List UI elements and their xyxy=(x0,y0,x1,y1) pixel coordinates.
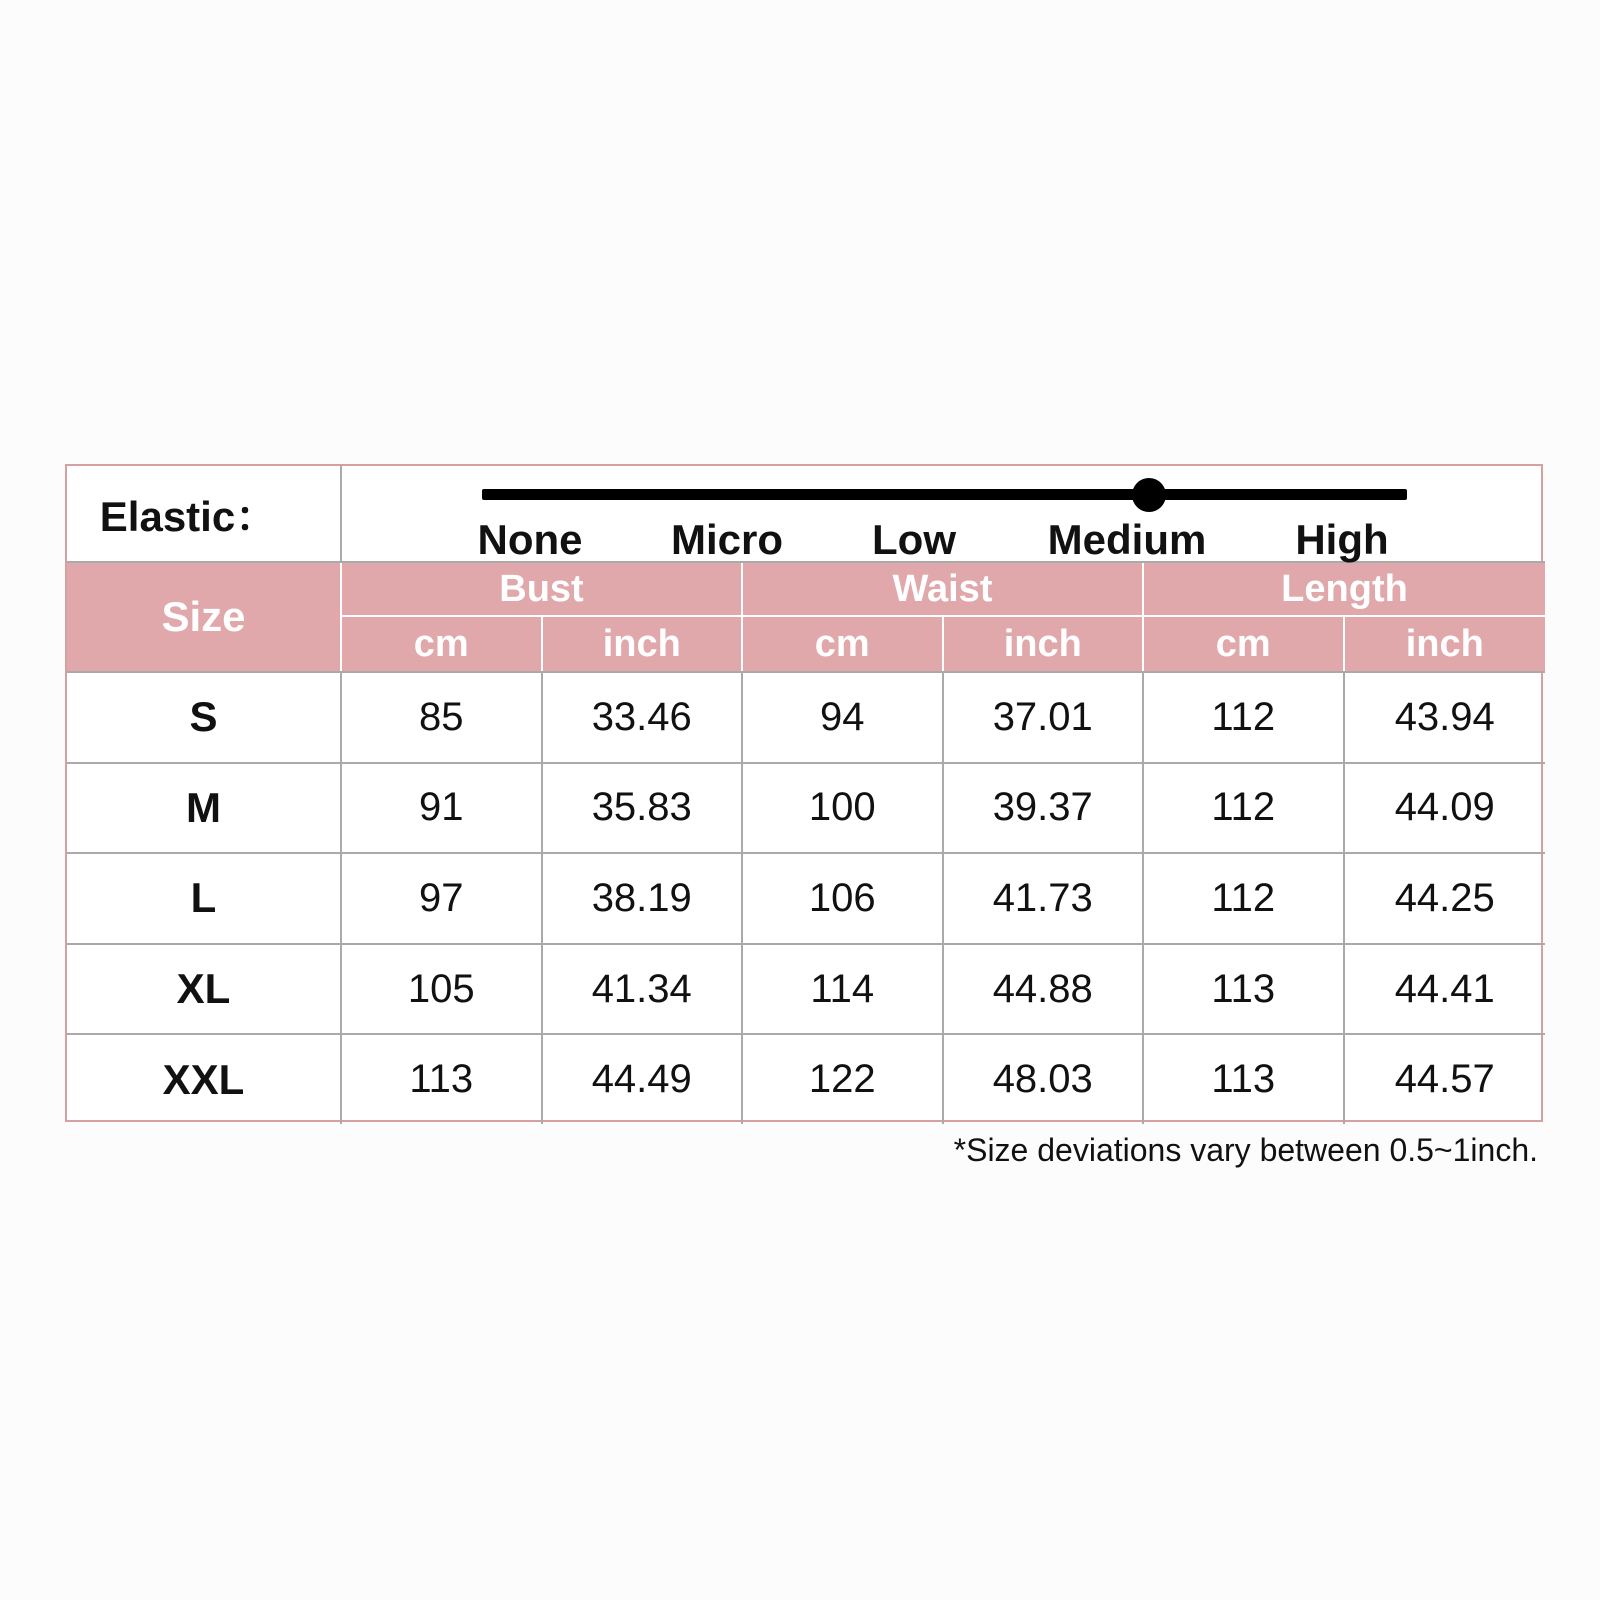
elastic-level-medium: Medium xyxy=(1047,516,1207,563)
elastic-scale-indicator xyxy=(1132,478,1166,512)
header-waist: Waist xyxy=(743,563,1144,617)
table-cell: 48.03 xyxy=(944,1033,1145,1124)
table-cell: 35.83 xyxy=(543,762,744,853)
table-cell: 44.25 xyxy=(1345,852,1546,943)
size-chart xyxy=(65,464,1543,1122)
table-cell: 44.57 xyxy=(1345,1033,1546,1124)
elastic-level-micro: Micro xyxy=(670,516,784,563)
table-cell: 113 xyxy=(1144,1033,1345,1124)
size-label: XL xyxy=(67,943,342,1034)
header-unit-inch: inch xyxy=(1345,617,1546,671)
table-cell: 39.37 xyxy=(944,762,1145,853)
elastic-level-high: High xyxy=(1295,516,1389,563)
size-label: L xyxy=(67,852,342,943)
table-cell: 44.49 xyxy=(543,1033,744,1124)
table-cell: 44.41 xyxy=(1345,943,1546,1034)
elastic-scale xyxy=(342,466,1545,563)
table-cell: 43.94 xyxy=(1345,671,1546,762)
table-cell: 105 xyxy=(342,943,543,1034)
table-cell: 100 xyxy=(743,762,944,853)
header-unit-inch: inch xyxy=(543,617,744,671)
size-label: M xyxy=(67,762,342,853)
table-cell: 94 xyxy=(743,671,944,762)
header-size: Size xyxy=(67,563,342,671)
table-cell: 41.73 xyxy=(944,852,1145,943)
table-cell: 91 xyxy=(342,762,543,853)
table-cell: 114 xyxy=(743,943,944,1034)
size-label: XXL xyxy=(67,1033,342,1124)
header-unit-inch: inch xyxy=(944,617,1145,671)
table-cell: 97 xyxy=(342,852,543,943)
elastic-level-low: Low xyxy=(872,516,956,563)
header-bust: Bust xyxy=(342,563,743,617)
elastic-scale-line xyxy=(482,489,1407,500)
table-cell: 113 xyxy=(342,1033,543,1124)
table-cell: 85 xyxy=(342,671,543,762)
table-cell: 113 xyxy=(1144,943,1345,1034)
table-cell: 112 xyxy=(1144,852,1345,943)
table-cell: 33.46 xyxy=(543,671,744,762)
header-unit-cm: cm xyxy=(1144,617,1345,671)
table-cell: 122 xyxy=(743,1033,944,1124)
elastic-level-none: None xyxy=(477,516,583,563)
table-cell: 44.09 xyxy=(1345,762,1546,853)
size-label: S xyxy=(67,671,342,762)
table-cell: 112 xyxy=(1144,671,1345,762)
elastic-label: Elastic： xyxy=(67,466,342,563)
table-cell: 38.19 xyxy=(543,852,744,943)
size-deviation-note: *Size deviations vary between 0.5~1inch. xyxy=(953,1132,1538,1168)
header-unit-cm: cm xyxy=(342,617,543,671)
table-cell: 44.88 xyxy=(944,943,1145,1034)
table-cell: 37.01 xyxy=(944,671,1145,762)
header-length: Length xyxy=(1144,563,1545,617)
table-cell: 112 xyxy=(1144,762,1345,853)
header-unit-cm: cm xyxy=(743,617,944,671)
table-cell: 41.34 xyxy=(543,943,744,1034)
table-cell: 106 xyxy=(743,852,944,943)
